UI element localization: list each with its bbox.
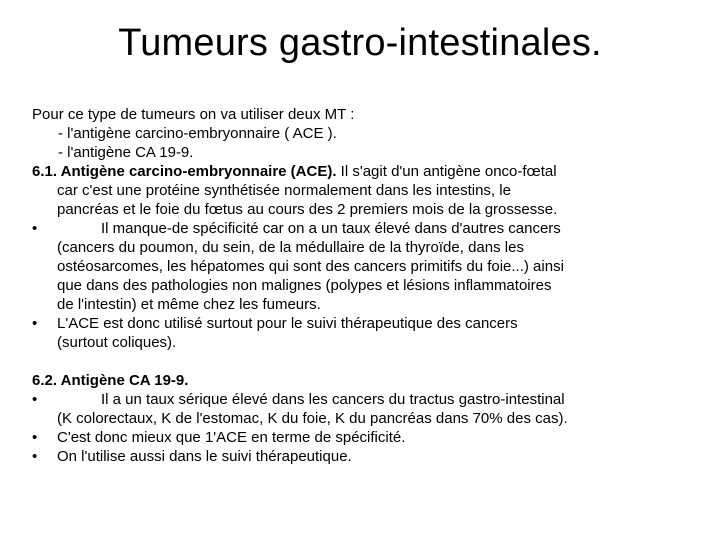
section1-heading: 6.1. Antigène carcino-embryonnaire (ACE). — [32, 163, 337, 180]
bullet-icon: • — [32, 429, 38, 446]
bullet-line: de l'intestin) et même chez les fumeurs. — [57, 296, 321, 313]
section2-bullet-serum-level — [32, 390, 692, 428]
section1-bullet-specificity — [32, 219, 692, 314]
section1-text-line-2: car c'est une protéine synthétisée normalement dans les intestins, le — [57, 182, 511, 199]
bullet-line: ostéosarcomes, les hépatomes qui sont des cancers primitifs du foie...) ainsi — [57, 258, 564, 275]
bullet-line: (surtout coliques). — [57, 334, 177, 351]
intro-line: Pour ce type de tumeurs on va utiliser deux MT : — [32, 106, 355, 123]
bullet-icon: • — [32, 220, 38, 237]
section2-bullet-specificity — [32, 428, 692, 447]
section1-bullet-usage — [32, 314, 692, 352]
bullet-line: que dans des pathologies non malignes (polypes et lésions inflammatoires — [57, 277, 552, 294]
slide-title: Tumeurs gastro-intestinales. — [118, 22, 602, 64]
bullet-line-text: Il a un taux sérique élevé dans les cancers du tractus gastro-intestinal — [101, 391, 565, 408]
bullet-icon: • — [32, 391, 38, 408]
bullet-line — [57, 390, 692, 409]
slide-body — [32, 105, 692, 466]
section1-text-line-3: pancréas et le foie du fœtus au cours des 2 premiers mois de la grossesse. — [57, 201, 558, 218]
bullet-icon: • — [32, 448, 38, 465]
bullet-line: L'ACE est donc utilisé surtout pour le suivi thérapeutique des cancers — [57, 315, 518, 332]
section2-heading: 6.2. Antigène CA 19-9. — [32, 372, 189, 389]
bullet-line: (K colorectaux, K de l'estomac, K du foie, K du pancréas dans 70% des cas). — [57, 410, 568, 427]
section1-heading-line — [32, 162, 692, 181]
bullet-line — [57, 219, 692, 238]
bullet-line: C'est donc mieux que 1'ACE en terme de spécificité. — [57, 429, 406, 446]
intro-item-ace: - l'antigène carcino-embryonnaire ( ACE ). — [58, 125, 337, 142]
bullet-line: On l'utilise aussi dans le suivi thérapeutique. — [57, 448, 352, 465]
intro-item-ca199: - l'antigène CA 19-9. — [58, 144, 194, 161]
section1-text-line-1: Il s'agit d'un antigène onco-fœtal — [336, 163, 557, 180]
section2-bullet-followup — [32, 447, 692, 466]
bullet-line-text: Il manque-de spécificité car on a un taux élevé dans d'autres cancers — [101, 220, 561, 237]
bullet-line: (cancers du poumon, du sein, de la médullaire de la thyroïde, dans les — [57, 239, 524, 256]
paragraph-spacer — [32, 352, 692, 371]
bullet-icon: • — [32, 315, 38, 332]
